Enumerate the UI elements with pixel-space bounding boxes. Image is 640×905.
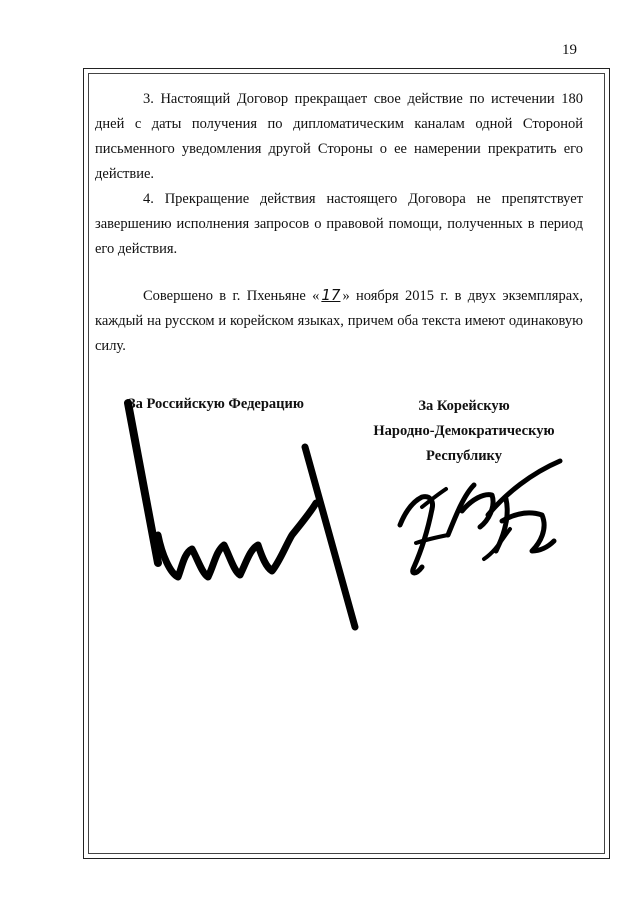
page-number: 19 xyxy=(562,42,577,58)
signature-right xyxy=(392,455,582,585)
signatory-right-line-3: Республику xyxy=(426,448,502,464)
signatory-right-line-2: Народно-Демократическую xyxy=(373,423,555,439)
signatory-right-line-1: За Корейскую xyxy=(418,398,510,414)
signatory-left: За Российскую Федерацию xyxy=(128,396,304,412)
done-at-text-after: » ноября 2015 г. в двух экземплярах, каждый на русском и корейском языках, причем оба текста имеют одинаковую силу. xyxy=(95,287,584,354)
done-at-text-before: Совершено в г. Пхеньяне « xyxy=(143,287,320,304)
paragraph-done-at xyxy=(95,283,583,359)
signature-left xyxy=(110,395,370,645)
paragraph-4: 4. Прекращение действия настоящего Договора не препятствует завершению исполнения запросов о правовой помощи, полученных в период его действия. xyxy=(95,190,583,257)
handwritten-day: 17 xyxy=(321,285,341,304)
paragraph-3: 3. Настоящий Договор прекращает свое действие по истечении 180 дней с даты получения по дипломатическим каналам одной Стороной письменного уведомления другой Стороны о ее намерении прекратить его действие. xyxy=(95,90,583,182)
